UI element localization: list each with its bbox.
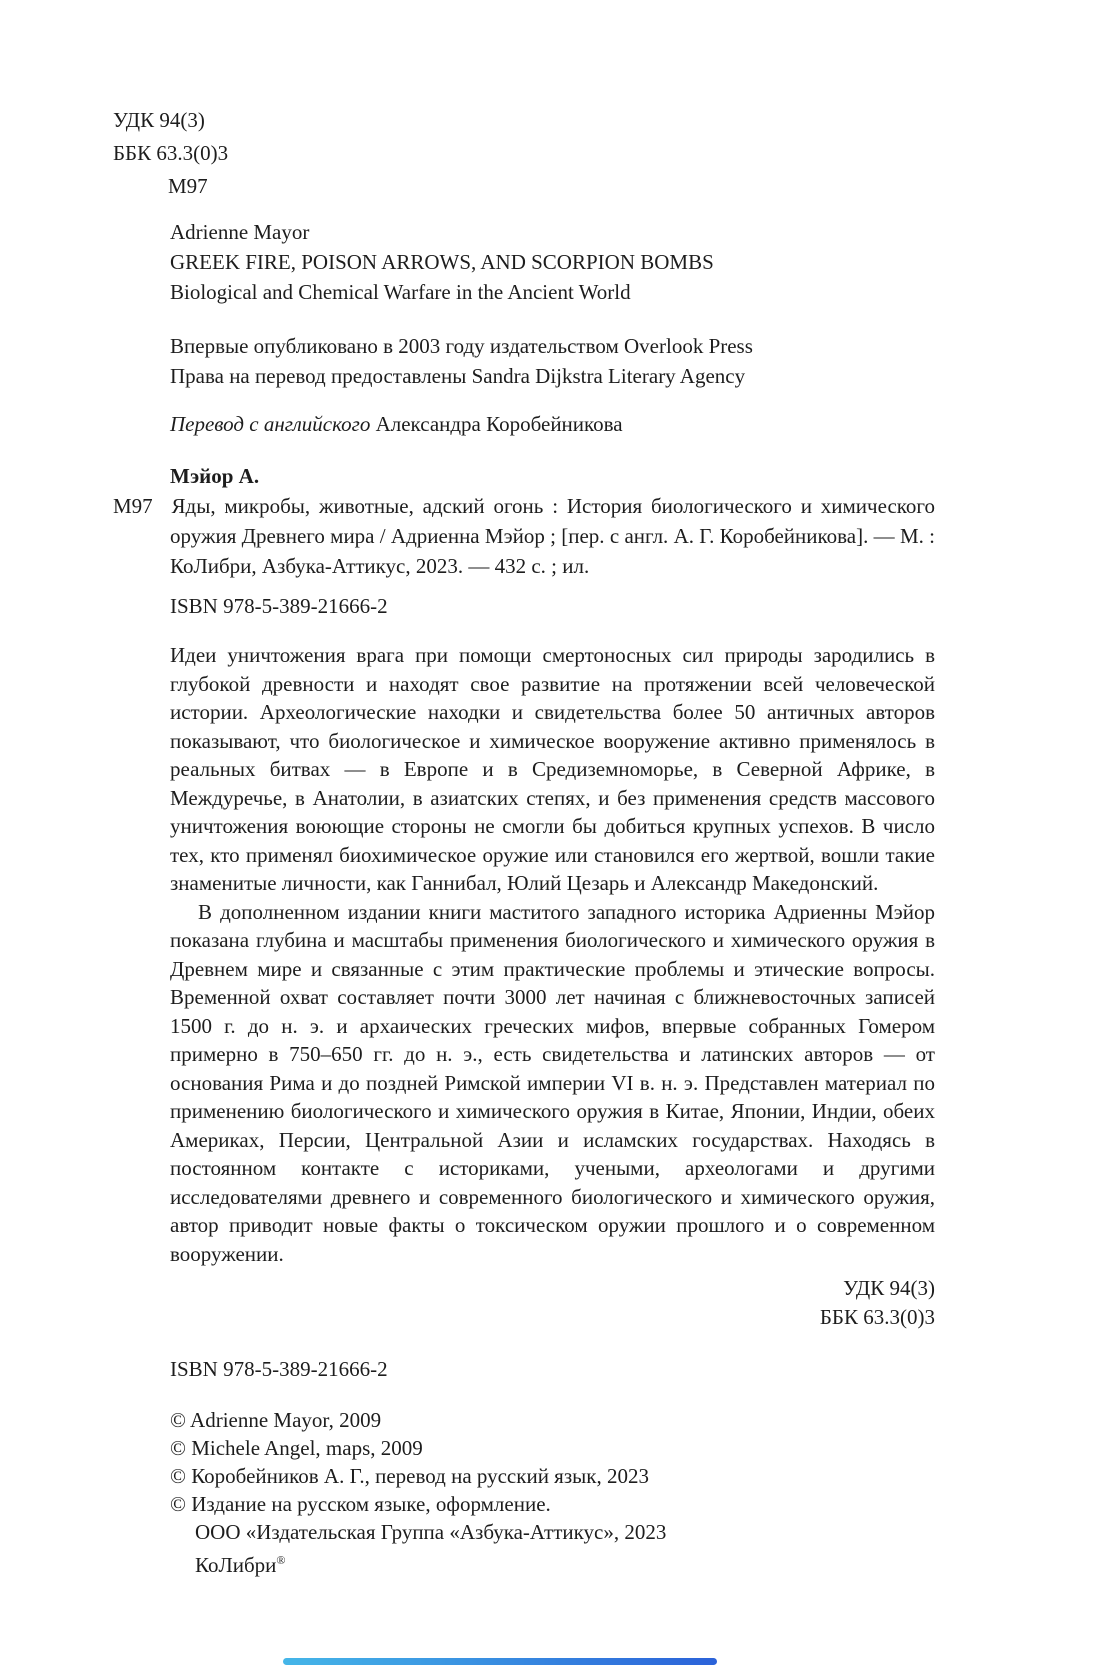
translator-name: Александра Коробейникова	[375, 412, 623, 436]
annotation-paragraph-1: Идеи уничтожения врага при помощи смертоносных сил природы зародились в глубокой древности и находят свое развитие на протяжении всей человеческой истории. Археологические находки и свидетельства более 50 античных авторов показывают, что биологическое и химическое вооружение активно применялось в реальных битвах — в Европе и в Средиземноморье, в Северной Африке, в Междуречье, в Анатолии, в азиатских степях, и без применения средств массового уничтожения воюющие стороны не смогли бы добиться крупных успехов. В число тех, кто применял биохимическое оружие или становился его жертвой, вошли такие знаменитые личности, как Ганнибал, Юлий Цезарь и Александр Македонский.	[170, 643, 935, 895]
first-publication-line: Впервые опубликовано в 2003 году издательством Overlook Press	[170, 334, 753, 358]
isbn-line-bottom: ISBN 978-5-389-21666-2	[170, 1357, 388, 1381]
registered-mark: ®	[276, 1553, 286, 1567]
translator-line	[113, 409, 935, 439]
copyright-line: © Издание на русском языке, оформление.	[170, 1492, 551, 1516]
copyright-line: © Adrienne Mayor, 2009	[170, 1408, 382, 1432]
bbk-code-bottom: ББК 63.3(0)3	[819, 1305, 935, 1329]
cip-author: Мэйор А.	[170, 464, 260, 488]
copyright-block	[113, 1406, 935, 1579]
reading-progress-bar[interactable]	[283, 1658, 717, 1665]
publisher-brand: КоЛибри	[195, 1553, 277, 1577]
original-author: Adrienne Mayor	[170, 220, 310, 244]
imprint-content	[113, 104, 935, 1579]
annotation	[113, 641, 935, 1268]
first-publication-block	[113, 331, 935, 391]
original-title: GREEK FIRE, POISON ARROWS, AND SCORPION BOMBS	[170, 250, 714, 274]
udk-code-bottom: УДК 94(3)	[843, 1276, 935, 1300]
original-subtitle: Biological and Chemical Warfare in the Ancient World	[170, 280, 631, 304]
rights-line: Права на перевод предоставлены Sandra Dijkstra Literary Agency	[170, 364, 746, 388]
cip-code: М97	[113, 494, 153, 518]
cip-description: Яды, микробы, животные, адский огонь : История биологического и химического оружия Древнего мира / Адриенна Мэйор ; [пер. с англ. А. Г. Коробейникова]. — М. : КоЛибри, Азбука-Аттикус, 2023. — 432 с. ; ил.	[170, 494, 935, 578]
copyright-line: © Michele Angel, maps, 2009	[170, 1436, 423, 1460]
catalog-codes-top	[113, 104, 935, 203]
copyright-line: © Коробейников А. Г., перевод на русский язык, 2023	[170, 1464, 649, 1488]
catalog-codes-bottom	[113, 1274, 935, 1332]
original-title-block	[113, 217, 935, 307]
cip-entry	[113, 491, 935, 581]
udk-code: УДК 94(3)	[113, 108, 205, 132]
publisher-block	[170, 1518, 935, 1579]
bbk-code: ББК 63.3(0)3	[113, 141, 229, 165]
annotation-paragraph-2: В дополненном издании книги маститого западного историка Адриенны Мэйор показана глубина и масштабы применения биологического и химического оружия в Древнем мире и связанные с этим практические проблемы и этические вопросы. Временной охват составляет почти 3000 лет начиная с ближневосточных записей 1500 г. до н. э. и архаических греческих мифов, впервые собранных Гомером примерно в 750–650 гг. до н. э., есть свидетельства и латинских авторов — от основания Рима и до поздней Римской империи VI в. н. э. Представлен материал по применению биологического и химического оружия в Китае, Японии, Индии, обеих Америках, Персии, Центральной Азии и исламских государствах. Находясь в постоянном контакте с историками, учеными, археологами и другими исследователями древнего и современного биологического и химического оружия, автор приводит новые факты о токсическом оружии прошлого и о современном вооружении.	[170, 899, 935, 1266]
author-sign-code: М97	[168, 174, 208, 198]
publisher-brand-line	[170, 1546, 935, 1579]
translator-label: Перевод с английского	[170, 412, 371, 436]
publisher-group-line: ООО «Издательская Группа «Азбука-Аттикус», 2023	[195, 1520, 667, 1544]
isbn-line: ISBN 978-5-389-21666-2	[170, 594, 388, 618]
